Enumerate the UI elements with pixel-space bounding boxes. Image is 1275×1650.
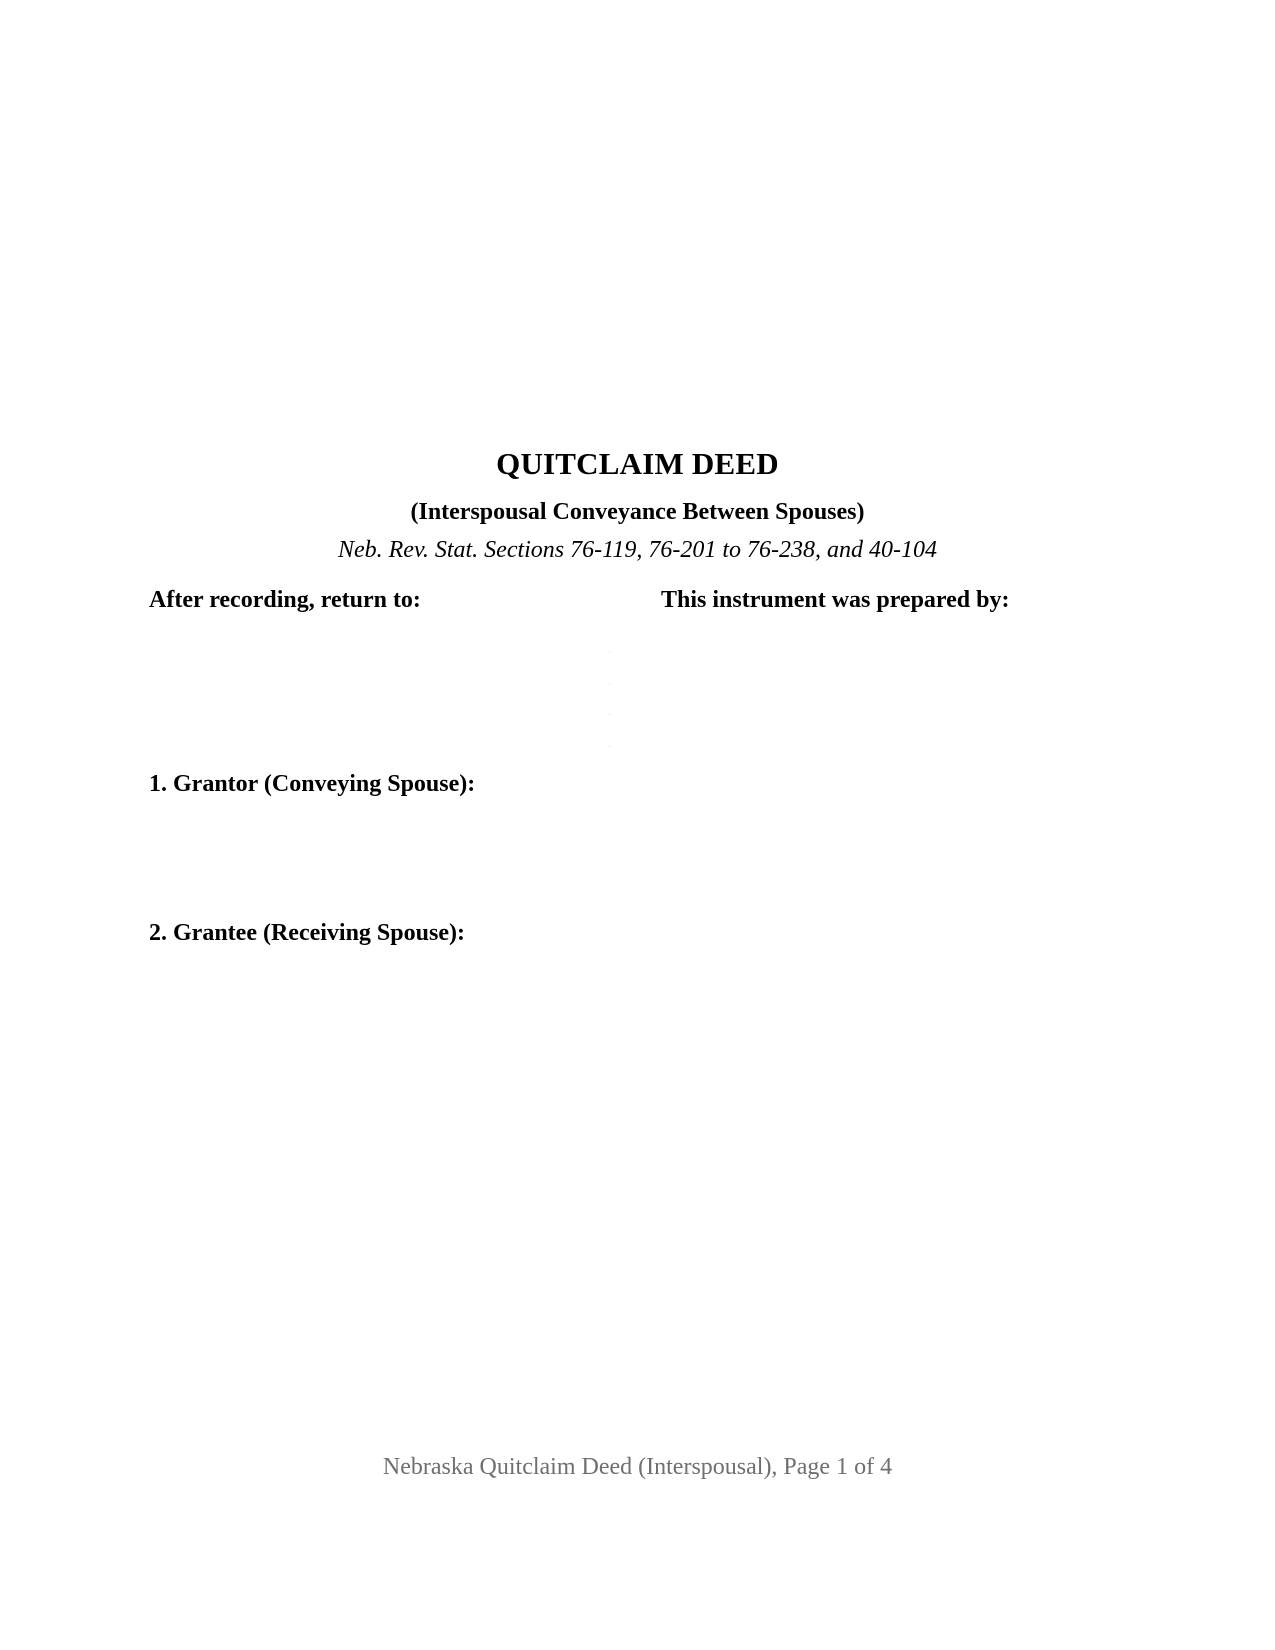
grantor-label: 1. Grantor (Conveying Spouse): [149, 771, 476, 797]
document-title: QUITCLAIM DEED [496, 446, 779, 481]
page-footer: Nebraska Quitclaim Deed (Interspousal), Page 1 of 4 [382, 1454, 893, 1480]
divider-dot [609, 652, 610, 653]
statute-citation: Neb. Rev. Stat. Sections 76-119, 76-201 to 76-238, and 40-104 [337, 537, 937, 563]
divider-dot [609, 683, 610, 684]
document-subtitle: (Interspousal Conveyance Between Spouses) [410, 499, 865, 525]
return-to-label: After recording, return to: [149, 587, 421, 613]
grantee-label: 2. Grantee (Receiving Spouse): [149, 920, 465, 946]
divider-dot [609, 746, 610, 747]
column-divider-dots [609, 652, 611, 752]
prepared-by-label: This instrument was prepared by: [661, 587, 1010, 613]
divider-dot [609, 714, 610, 715]
